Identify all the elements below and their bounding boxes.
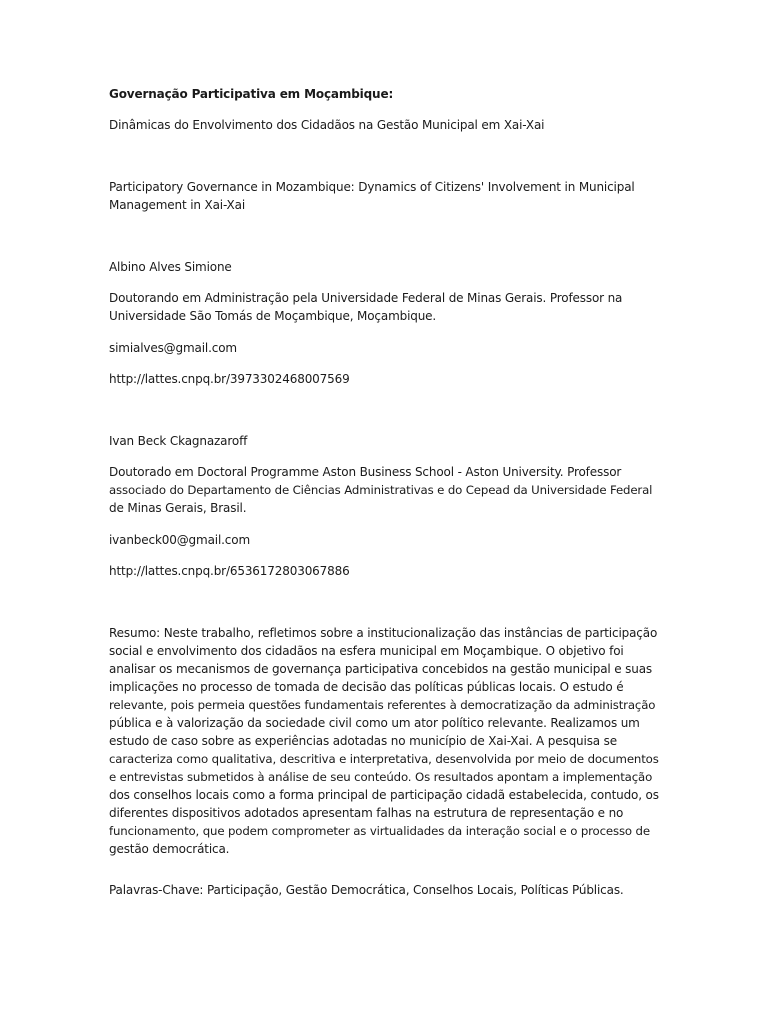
- keywords: Palavras-Chave: Participação, Gestão Democrática, Conselhos Locais, Políticas Públicas.: [109, 883, 624, 897]
- author-1-affiliation-line1: Doutorando em Administração pela Universidade Federal de Minas Gerais. Professor na: [109, 291, 623, 305]
- abstract-line: estudo de caso sobre as experiências adotadas no município de Xai-Xai. A pesquisa se: [109, 734, 617, 748]
- author-1-name: Albino Alves Simione: [109, 260, 232, 274]
- abstract-line: analisar os mecanismos de governança participativa concebidos na gestão municipal e suas: [109, 662, 653, 676]
- abstract-line: e entrevistas submetidos à análise de seu conteúdo. Os resultados apontam a implementação: [109, 770, 653, 784]
- title-en-line1: Participatory Governance in Mozambique: Dynamics of Citizens' Involvement in Municipal: [109, 180, 635, 194]
- author-2-name: Ivan Beck Ckagnazaroff: [109, 434, 248, 448]
- abstract-line: Resumo: Neste trabalho, refletimos sobre a institucionalização das instâncias de participação: [109, 626, 658, 640]
- abstract-line: dos conselhos locais como a forma principal de participação cidadã estabelecida, contudo, os: [109, 788, 659, 802]
- abstract-line: relevante, pois permeia questões fundamentais referentes à democratização da administração: [109, 698, 656, 712]
- title-en-line2: Management in Xai-Xai: [109, 198, 246, 212]
- author-2-lattes-link[interactable]: http://lattes.cnpq.br/6536172803067886: [109, 564, 350, 578]
- author-2-email[interactable]: ivanbeck00@gmail.com: [109, 533, 250, 547]
- author-1-lattes-link[interactable]: http://lattes.cnpq.br/3973302468007569: [109, 372, 350, 386]
- author-1-email[interactable]: simialves@gmail.com: [109, 341, 237, 355]
- author-2-affiliation-line3: de Minas Gerais, Brasil.: [109, 501, 247, 515]
- abstract-line: social e envolvimento dos cidadãos na esfera municipal em Moçambique. O objetivo foi: [109, 644, 624, 658]
- author-2-affiliation-line1: Doutorado em Doctoral Programme Aston Business School - Aston University. Professor: [109, 465, 622, 479]
- abstract-line: gestão democrática.: [109, 842, 230, 856]
- abstract-line: funcionamento, que podem comprometer as virtualidades da interação social e o processo de: [109, 824, 650, 838]
- author-1-affiliation-line2: Universidade São Tomás de Moçambique, Moçambique.: [109, 309, 437, 323]
- abstract-line: caracteriza como qualitativa, descritiva e interpretativa, desenvolvida por meio de documentos: [109, 752, 659, 766]
- abstract-line: implicações no processo de tomada de decisão das políticas públicas locais. O estudo é: [109, 680, 624, 694]
- title-pt-line2: Dinâmicas do Envolvimento dos Cidadãos na Gestão Municipal em Xai-Xai: [109, 118, 545, 132]
- abstract-line: diferentes dispositivos adotados apresentam falhas na estrutura de representação e no: [109, 806, 624, 820]
- title-pt-line1: Governação Participativa em Moçambique:: [109, 87, 394, 101]
- abstract-line: pública e à valorização da sociedade civil como um ator político relevante. Realizamos um: [109, 716, 640, 730]
- author-2-affiliation-line2: associado do Departamento de Ciências Administrativas e do Cepead da Universidade Federal: [109, 483, 653, 497]
